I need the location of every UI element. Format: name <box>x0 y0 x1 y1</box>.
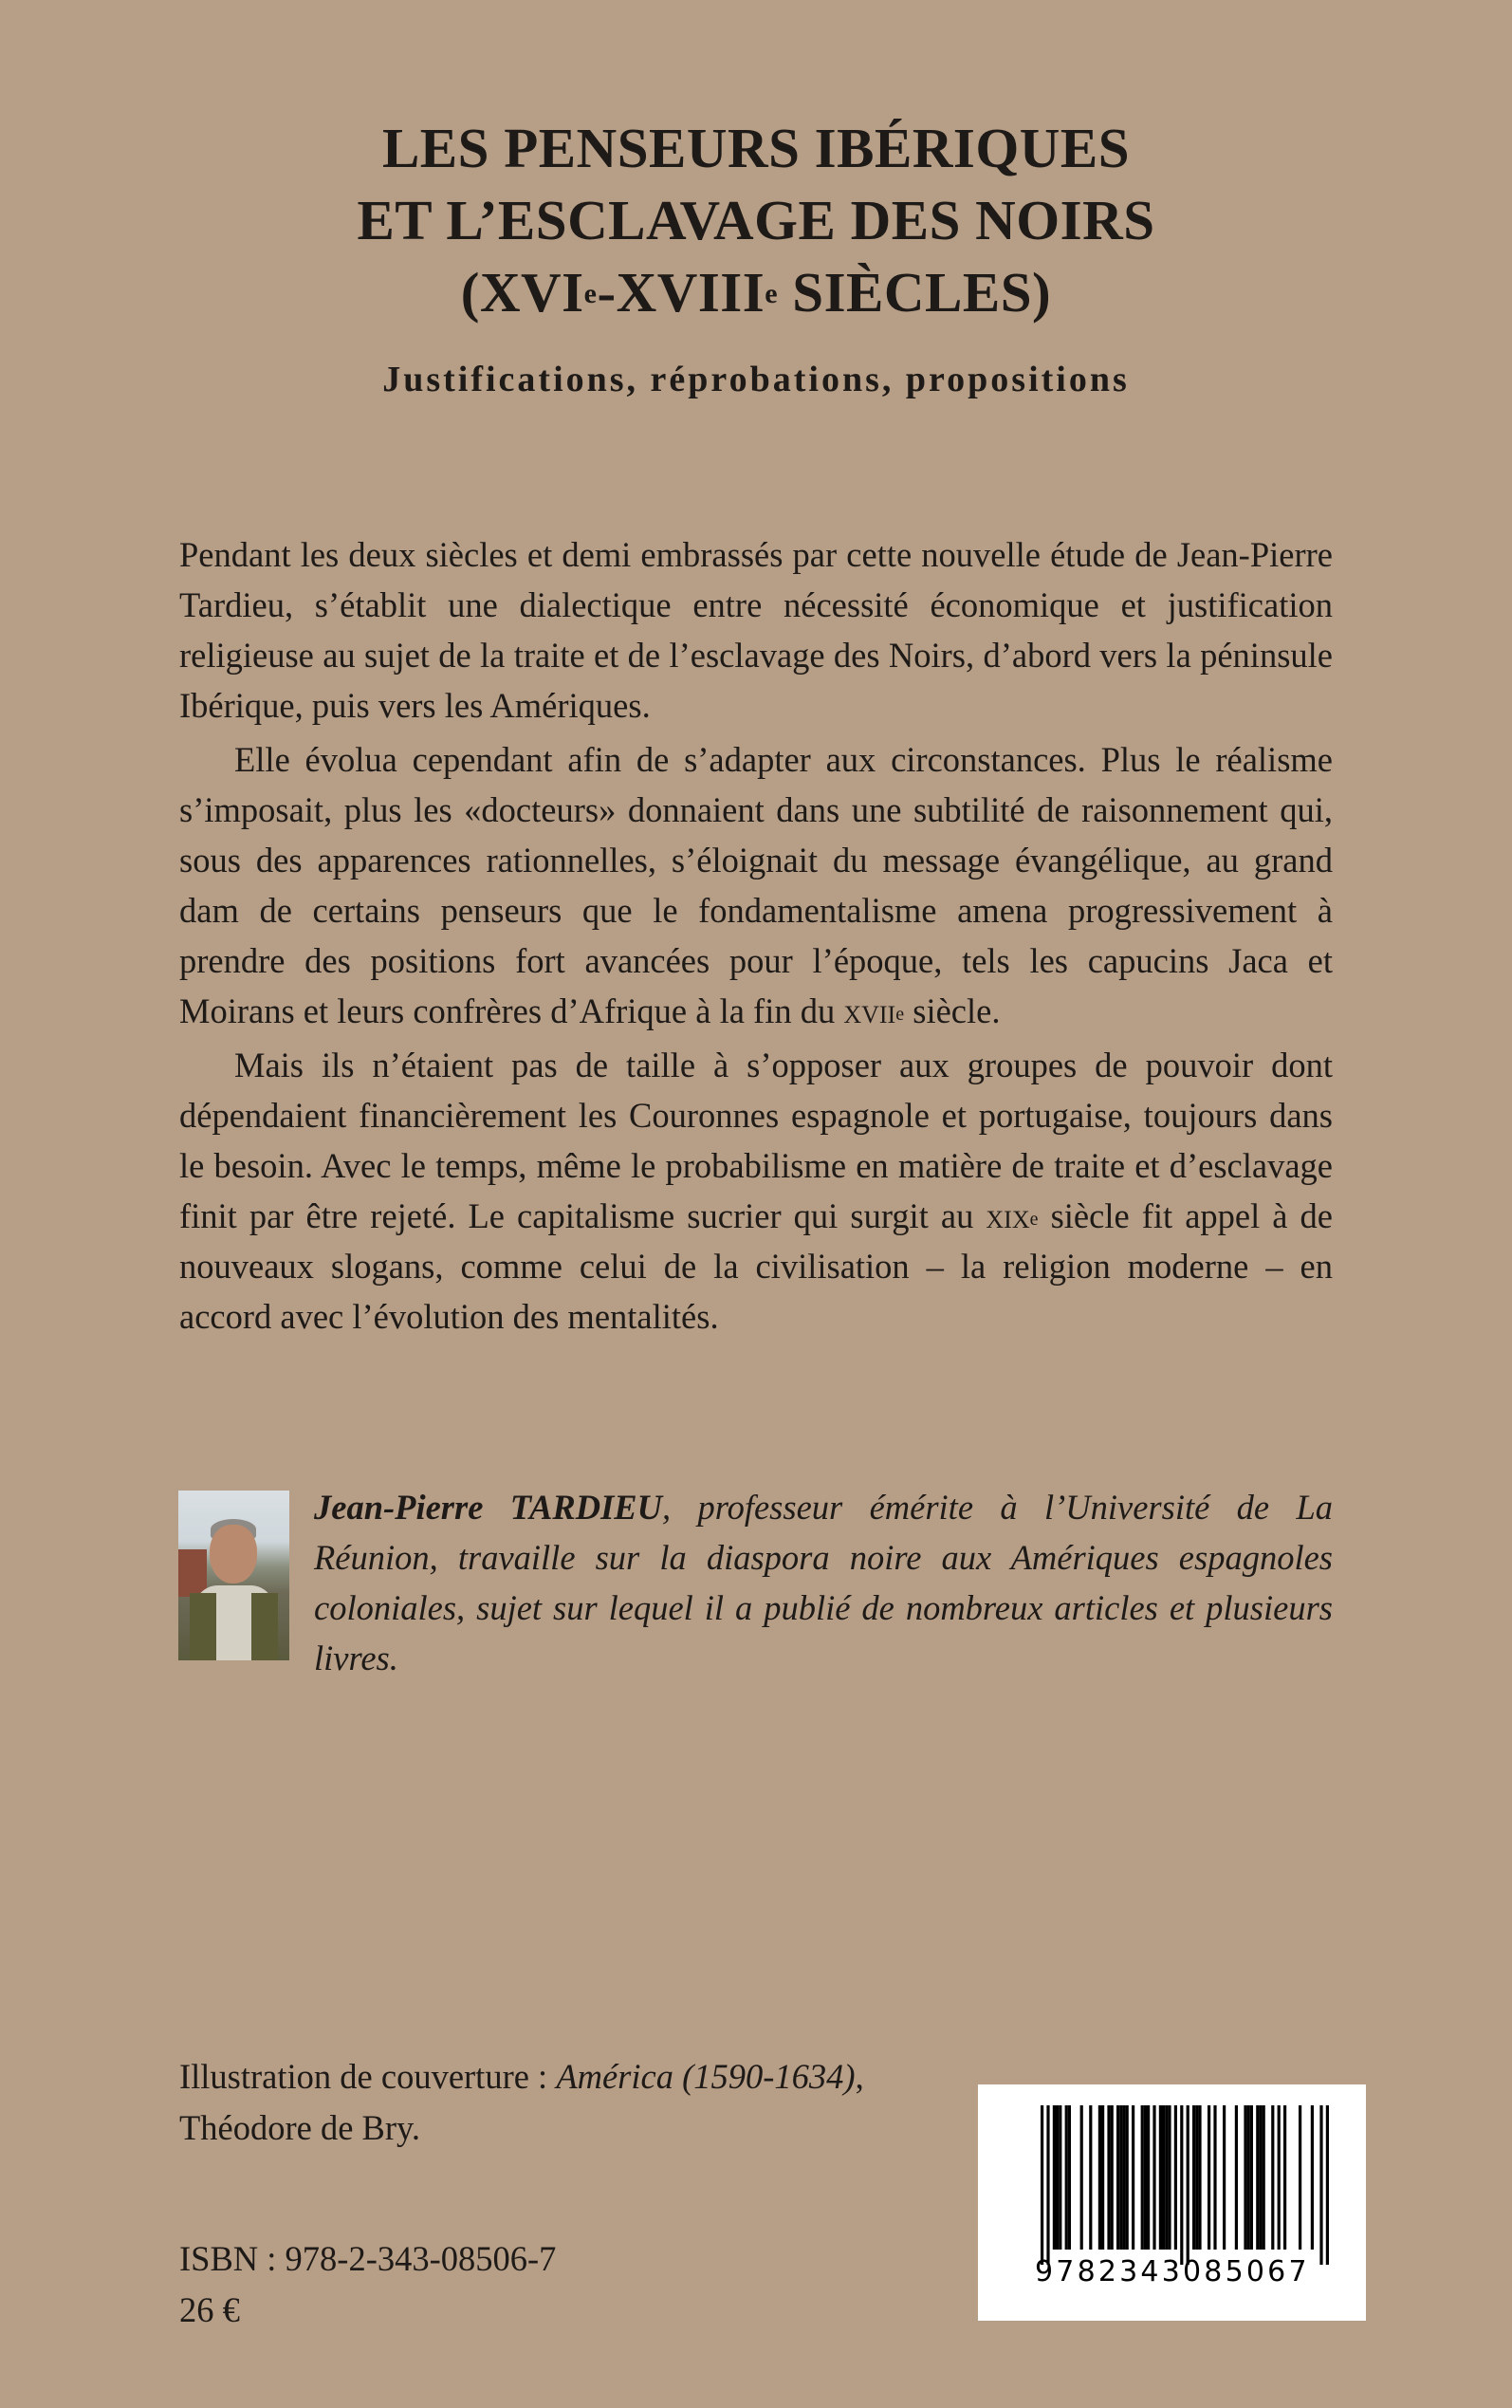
title-sup-2: e <box>765 278 779 309</box>
barcode-bar <box>1187 2105 1189 2265</box>
barcode-bar <box>1107 2105 1110 2250</box>
author-description: , professeur émérite à l’Université de La Réunion, travaille sur la diaspora noire aux Amériques espagnoles coloniales, sujet sur lequel il a publié de nombreux articles et plusieurs livres. <box>314 1488 1333 1677</box>
barcode-bar <box>1311 2105 1314 2250</box>
barcode-bar <box>1263 2105 1265 2250</box>
book-subtitle: Justifications, réprobations, propositions <box>382 360 1130 399</box>
barcode-bar <box>1126 2105 1129 2250</box>
barcode-bar <box>1147 2105 1150 2250</box>
barcode-bar <box>1195 2105 1198 2250</box>
isbn-price-block <box>179 2233 556 2336</box>
blurb <box>179 529 1333 1342</box>
title-line-1: LES PENSEURS IBÉRIQUES <box>381 117 1131 179</box>
title-line-3 <box>0 256 1512 328</box>
barcode-bar <box>1065 2105 1068 2250</box>
barcode-bar <box>1319 2105 1322 2265</box>
barcode-bar <box>1080 2105 1083 2250</box>
blurb-p3-sup: e <box>1029 1209 1039 1230</box>
barcode <box>978 2084 1366 2321</box>
barcode-bar <box>1162 2105 1165 2250</box>
barcode-bar <box>1098 2105 1101 2250</box>
barcode-bar <box>1223 2105 1226 2250</box>
barcode-bar <box>1059 2105 1061 2250</box>
title-sup-1: e <box>583 278 598 309</box>
barcode-bar <box>1053 2105 1056 2250</box>
barcode-digits: 9782343085067 <box>1035 2255 1310 2288</box>
illustration-comma: , <box>855 2057 864 2096</box>
barcode-bar <box>1256 2105 1259 2250</box>
blurb-p3-text: Mais ils n’étaient pas de taille à s’opposer aux groupes de pouvoir dont dépendaient financièrement les Couronnes espagnole et portugaise, toujours dans le besoin. Avec le temps, même le probabilisme en matière de traite et d’esclavage finit par être rejeté. Le capitalisme sucrier qui surgit au <box>179 1046 1333 1235</box>
illustration-work: América (1590-1634) <box>556 2057 856 2096</box>
cover-illustration-credit <box>179 2051 864 2154</box>
author-bio <box>314 1482 1333 1683</box>
barcode-bar <box>1159 2105 1162 2250</box>
barcode-bar <box>1283 2105 1286 2250</box>
barcode-bar <box>1198 2105 1201 2250</box>
illustration-label: Illustration de couverture : <box>179 2057 557 2096</box>
blurb-paragraph-1: Pendant les deux siècles et demi embrassés par cette nouvelle étude de Jean-Pierre Tardieu, s’établit une dialectique entre nécessité économique et justification religieuse au sujet de la traite et de l’esclavage des Noirs, d’abord vers la péninsule Ibérique, puis vers les Amériques. <box>179 535 1333 725</box>
barcode-bar <box>1259 2105 1262 2250</box>
blurb-p2-century: xvii <box>843 991 896 1030</box>
barcode-bar <box>1046 2105 1049 2265</box>
barcode-bar <box>1192 2105 1195 2250</box>
barcode-bar <box>1180 2105 1183 2265</box>
barcode-bar <box>1132 2105 1134 2250</box>
barcode-bar <box>1111 2105 1114 2250</box>
blurb-p2-sup: e <box>895 1004 905 1025</box>
book-title <box>0 112 1512 328</box>
barcode-bar <box>1299 2105 1301 2250</box>
barcode-bar <box>1271 2105 1274 2250</box>
barcode-bar <box>1326 2105 1329 2265</box>
barcode-bar <box>1068 2105 1071 2250</box>
barcode-bar <box>1119 2105 1122 2250</box>
barcode-bar <box>1101 2105 1104 2250</box>
barcode-bar <box>1235 2105 1238 2250</box>
title-century-end: -XVIII <box>597 261 765 324</box>
barcode-bar <box>1041 2105 1043 2265</box>
barcode-bar <box>1168 2105 1171 2250</box>
blurb-p2-end: siècle. <box>904 991 1001 1030</box>
barcode-bar <box>1122 2105 1125 2250</box>
blurb-p3-end: siècle fit appel à de nouveaux slogans, comme celui de la civilisation – la religion moderne – en accord avec l’évolution des mentalités. <box>179 1196 1333 1336</box>
illustration-artist: Théodore de Bry. <box>179 2108 421 2147</box>
barcode-bar <box>1278 2105 1281 2250</box>
barcode-bar <box>1174 2105 1177 2250</box>
blurb-p3-century: xix <box>986 1196 1030 1235</box>
blurb-paragraph-2 <box>179 734 1333 1036</box>
title-line-2: ET L’ESCLAVAGE DES NOIRS <box>357 189 1155 251</box>
blurb-p2-text: Elle évolua cependant afin de s’adapter aux circonstances. Plus le réalisme s’imposait, plus les «docteurs» donnaient dans une subtilité de raisonnement qui, sous des apparences rationnelles, s’éloignait du message évangélique, au grand dam de certains penseurs que le fondamentalisme amena progressivement à prendre des positions fort avancées pour l’époque, tels les capucins Jaca et Moirans et leurs confrères d’Afrique à la fin du <box>179 740 1333 1030</box>
barcode-bar <box>1144 2105 1147 2250</box>
barcode-bar <box>1141 2105 1144 2250</box>
author-photo <box>178 1491 289 1660</box>
barcode-bar <box>1208 2105 1210 2250</box>
barcode-bar <box>1250 2105 1253 2250</box>
title-century-start: (XVI <box>460 261 584 324</box>
barcode-bar <box>1089 2105 1092 2250</box>
barcode-bar <box>1116 2105 1119 2250</box>
price: 26 € <box>179 2290 240 2329</box>
barcode-bar <box>1165 2105 1168 2250</box>
title-siecles: SIÈCLES) <box>778 261 1052 324</box>
barcode-bar <box>1213 2105 1216 2250</box>
author-name: Jean-Pierre TARDIEU <box>314 1488 662 1527</box>
blurb-paragraph-3 <box>179 1040 1333 1342</box>
barcode-bar <box>1247 2105 1250 2250</box>
isbn: ISBN : 978-2-343-08506-7 <box>179 2239 557 2278</box>
barcode-bar <box>1152 2105 1155 2250</box>
barcode-bar <box>1244 2105 1246 2250</box>
barcode-bar <box>1056 2105 1059 2250</box>
